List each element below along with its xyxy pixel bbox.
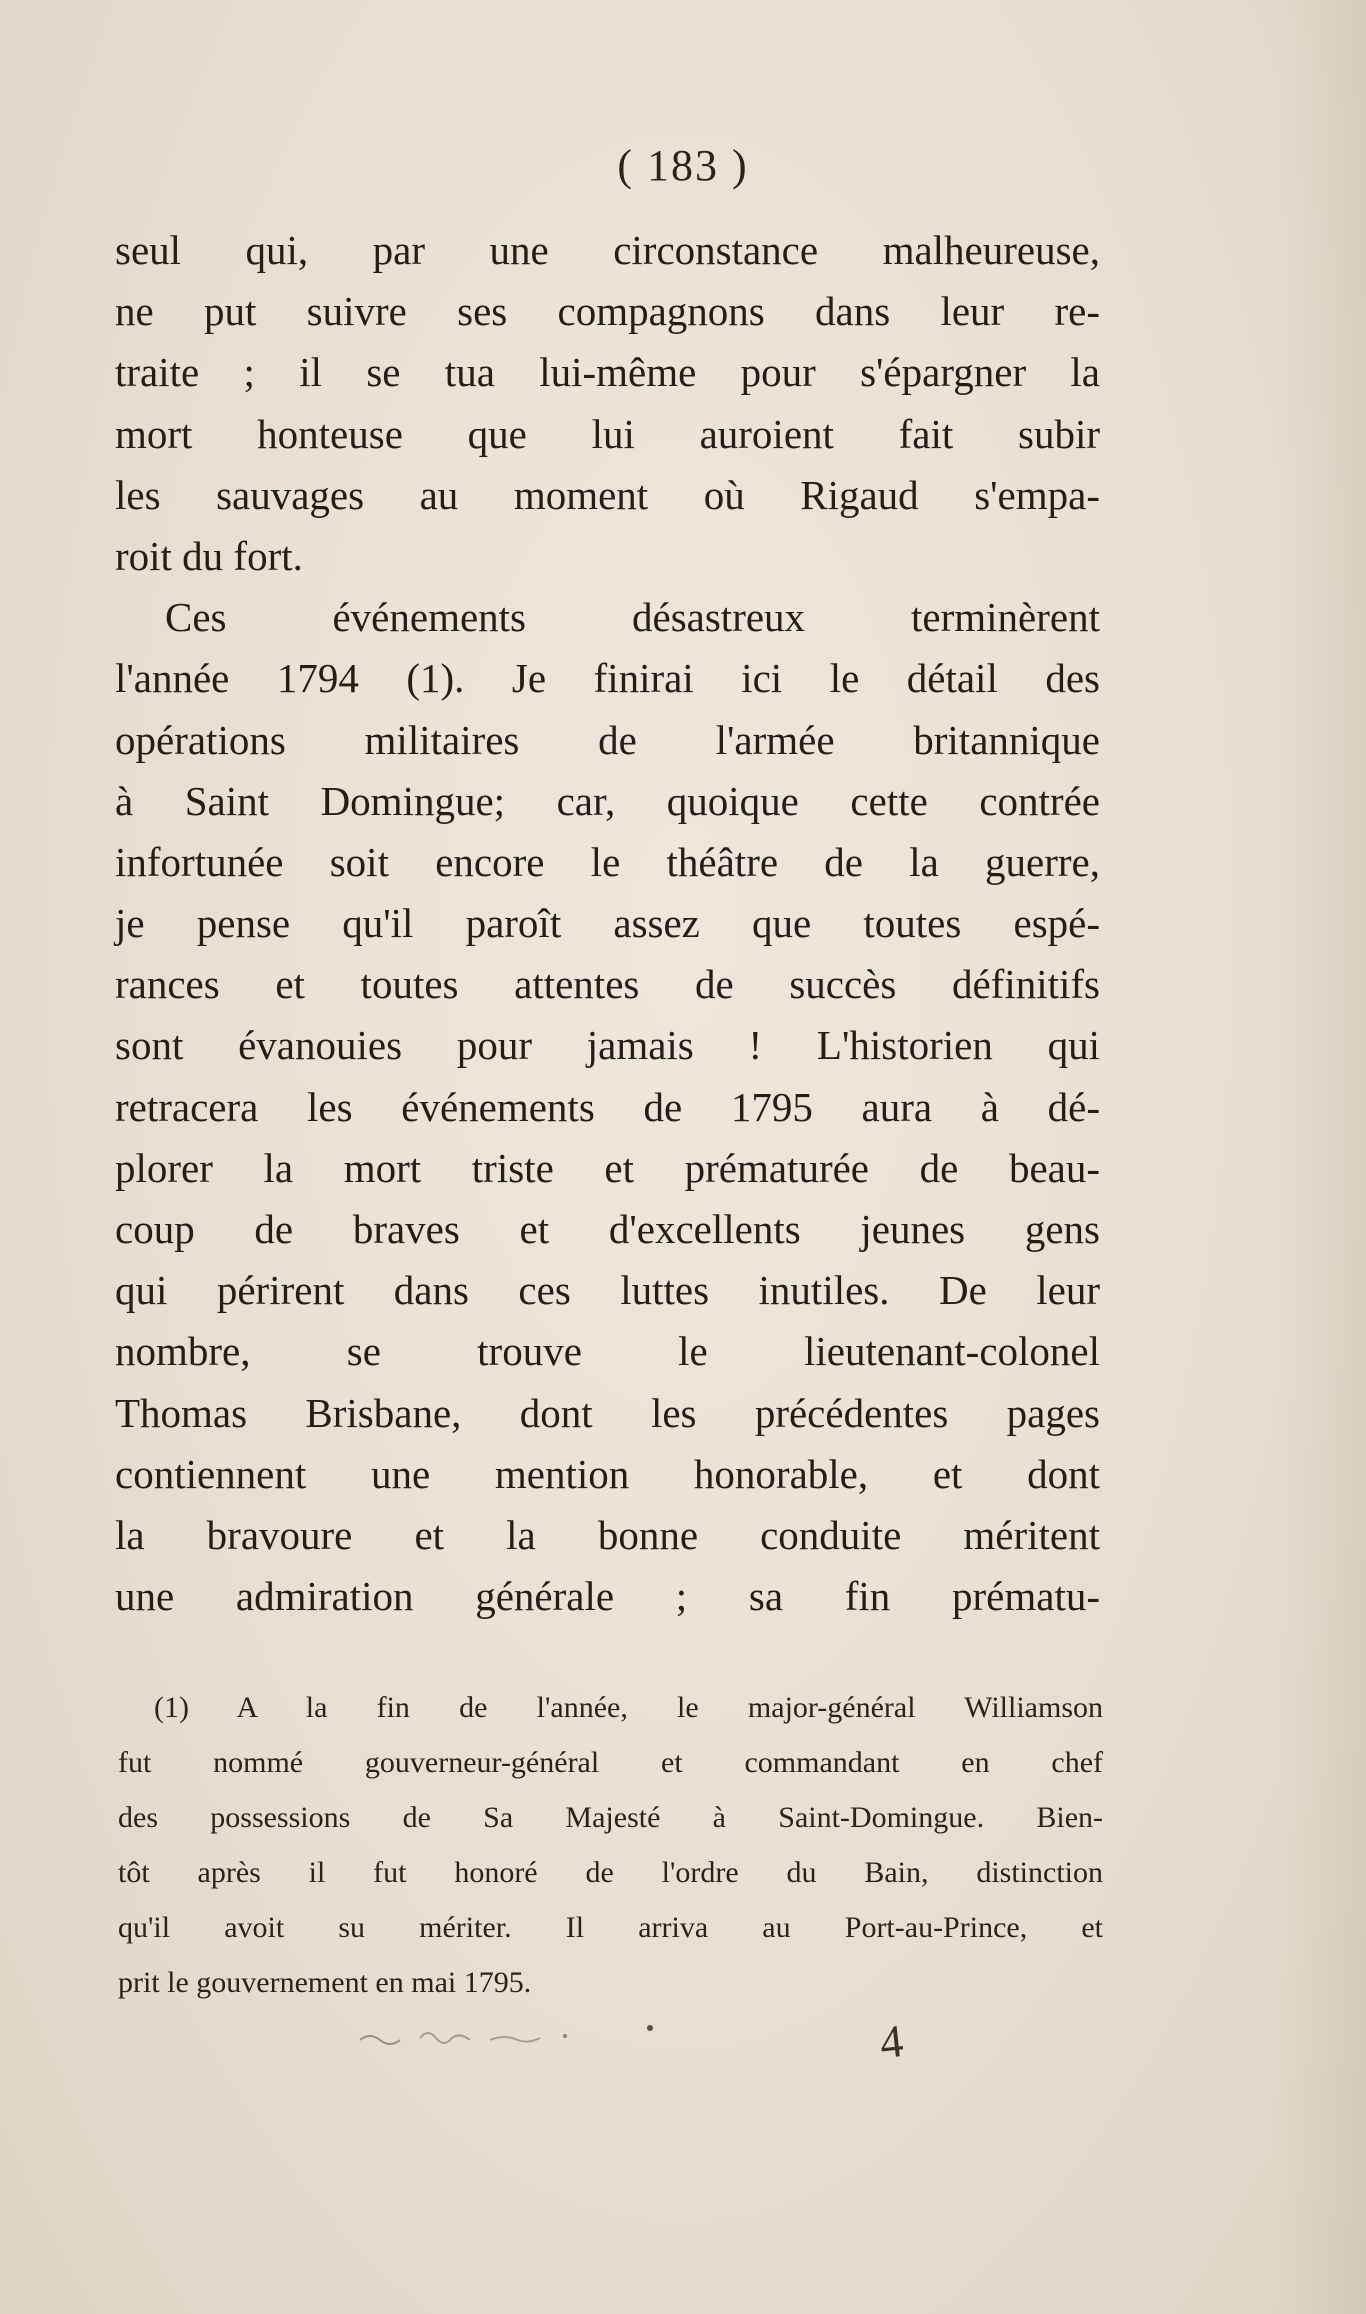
text-line: rances et toutes attentes de succès définitifs <box>115 961 1100 1008</box>
main-text <box>115 220 1100 1627</box>
text-line: qui périrent dans ces luttes inutiles. De leur <box>115 1267 1100 1314</box>
text-line: ne put suivre ses compagnons dans leur re- <box>115 288 1100 335</box>
page-number: ( 183 ) <box>617 141 749 190</box>
text-line: l'année 1794 (1). Je finirai ici le détail des <box>115 655 1100 702</box>
footnote <box>118 1680 1103 2010</box>
text-line: sont évanouies pour jamais ! L'historien qui <box>115 1022 1100 1069</box>
handwritten-mark: 4 <box>877 2014 906 2069</box>
footnote-line: tôt après il fut honoré de l'ordre du Bain, distinction <box>118 1856 1103 1889</box>
text-line: seul qui, par une circonstance malheureuse, <box>115 227 1100 273</box>
text-line: une admiration générale ; sa fin prématu- <box>115 1573 1100 1620</box>
text-line: roit du fort. <box>115 532 303 579</box>
footnote-line: qu'il avoit su mériter. Il arriva au Port-au-Prince, et <box>118 1911 1103 1944</box>
footnote-line: (1) A la fin de l'année, le major-général Williamson <box>154 1691 1103 1724</box>
text-line: à Saint Domingue; car, quoique cette contrée <box>115 777 1100 824</box>
text-line: Ces événements désastreux terminèrent <box>165 594 1100 641</box>
footnote-line: prit le gouvernement en mai 1795. <box>118 1966 532 1999</box>
text-line: traite ; il se tua lui-même pour s'épargner la <box>115 349 1100 396</box>
text-line: opérations militaires de l'armée britannique <box>115 716 1100 763</box>
page-edge-shadow <box>1276 0 1366 2314</box>
footnote-line: des possessions de Sa Majesté à Saint-Domingue. Bien- <box>118 1801 1103 1834</box>
footnote-line: fut nommé gouverneur-général et commandant en chef <box>118 1746 1103 1779</box>
text-line: je pense qu'il paroît assez que toutes espé- <box>115 900 1100 947</box>
text-line: coup de braves et d'excellents jeunes gens <box>115 1206 1100 1252</box>
text-line: mort honteuse que lui auroient fait subir <box>115 410 1100 457</box>
text-line: la bravoure et la bonne conduite méritent <box>115 1511 1100 1558</box>
text-line: plorer la mort triste et prématurée de beau- <box>115 1144 1100 1191</box>
text-line: contiennent une mention honorable, et dont <box>115 1450 1100 1497</box>
text-line: nombre, se trouve le lieutenant-colonel <box>115 1328 1100 1375</box>
text-line: retracera les événements de 1795 aura à dé- <box>115 1083 1100 1130</box>
text-line: infortunée soit encore le théâtre de la guerre, <box>115 838 1100 885</box>
text-line: Thomas Brisbane, dont les précédentes pages <box>115 1389 1100 1436</box>
ink-smudge-marks <box>350 2010 670 2060</box>
text-line: les sauvages au moment où Rigaud s'empa- <box>115 471 1100 518</box>
